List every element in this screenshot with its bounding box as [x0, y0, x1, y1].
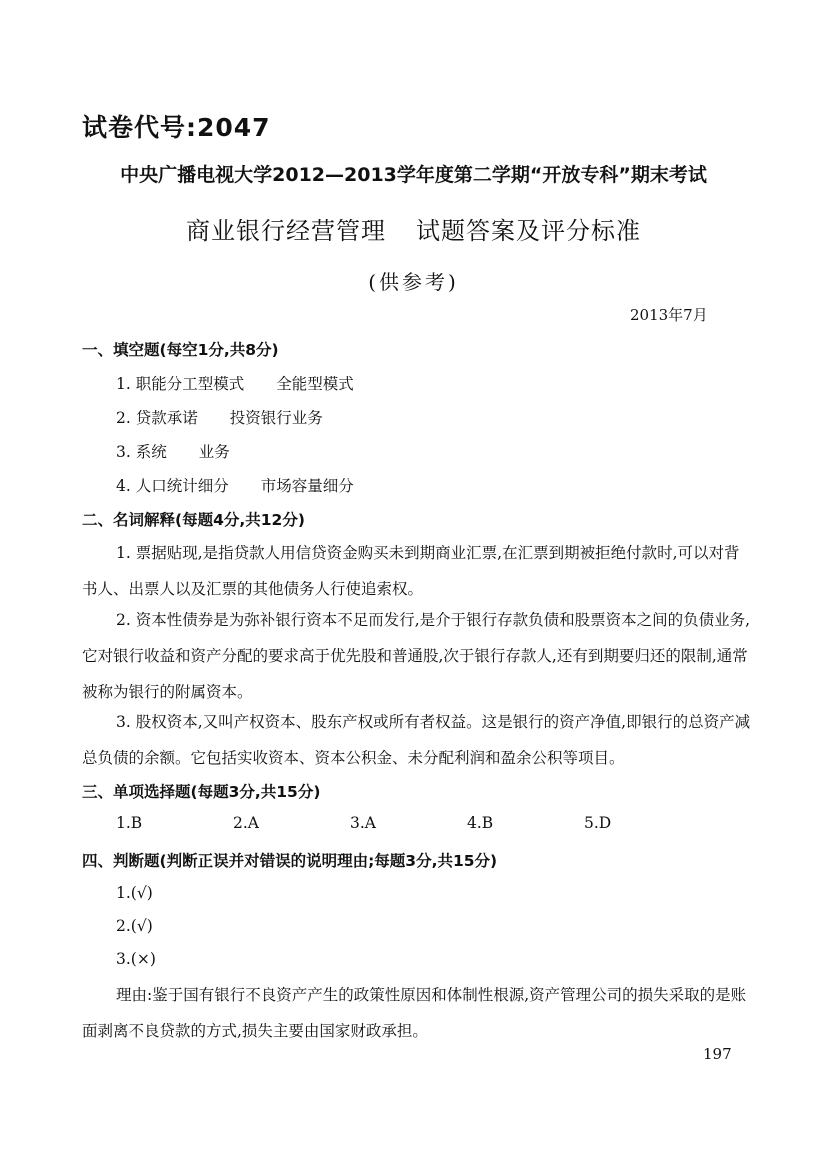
- definition-paragraph: 2. 资本性债券是为弥补银行资本不足而发行,是介于银行存款负债和股票资本之间的负债业务,它对银行收益和资产分配的要求高于优先股和普通股,次于银行存款人,还有到期要归还的限制,通常被称为银行的附属资本。: [82, 611, 751, 701]
- definition-paragraph: 3. 股权资本,又叫产权资本、股东产权或所有者权益。这是银行的资产净值,即银行的总资产减总负债的余额。它包括实收资本、资本公积金、未分配利润和盈余公积等项目。: [82, 713, 751, 767]
- section-true-false-title: 四、判断题(判断正误并对错误的说明理由;每题3分,共15分): [82, 852, 498, 870]
- school-exam-heading: 中央广播电视大学2012—2013学年度第二学期“开放专科”期末考试: [120, 164, 707, 186]
- title-course: 商业银行经营管理: [186, 217, 386, 245]
- title-subtitle: 试题答案及评分标准: [416, 217, 641, 245]
- reason-paragraph: 理由:鉴于国有银行不良资产产生的政策性原因和体制性根源,资产管理公司的损失采取的是账面剥离不良贷款的方式,损失主要由国家财政承担。: [82, 986, 747, 1040]
- list-item: 2.(√): [116, 917, 153, 935]
- exam-date: 2013年7月: [630, 306, 708, 324]
- list-item: 3. 系统 业务: [116, 443, 230, 461]
- choice-answer: 2.A: [233, 814, 259, 832]
- choice-answer: 5.D: [584, 814, 612, 832]
- choice-answer: 3.A: [350, 814, 376, 832]
- choice-answer: 4.B: [467, 814, 494, 832]
- section-fill-blank-title: 一、填空题(每空1分,共8分): [82, 341, 279, 359]
- list-item: 4. 人口统计细分 市场容量细分: [116, 477, 354, 495]
- reference-note: (供参考): [368, 270, 459, 294]
- list-item: 1.(√): [116, 884, 153, 902]
- definition-paragraph: 1. 票据贴现,是指贷款人用信贷资金购买未到期商业汇票,在汇票到期被拒绝付款时,可以对背书人、出票人以及汇票的其他债务人行使追索权。: [82, 544, 740, 598]
- exam-code: 试卷代号:2047: [82, 113, 271, 142]
- section-single-choice-title: 三、单项选择题(每题3分,共15分): [82, 783, 321, 801]
- list-item: 2. 贷款承诺 投资银行业务: [116, 409, 323, 427]
- list-item: 1. 职能分工型模式 全能型模式: [116, 375, 354, 393]
- list-item: 3.(×): [116, 950, 156, 968]
- page-number: 197: [703, 1045, 732, 1063]
- page-title: [0, 211, 827, 246]
- choice-answers: [116, 814, 701, 832]
- choice-answer: 1.B: [116, 814, 143, 832]
- section-definitions-title: 二、名词解释(每题4分,共12分): [82, 511, 305, 529]
